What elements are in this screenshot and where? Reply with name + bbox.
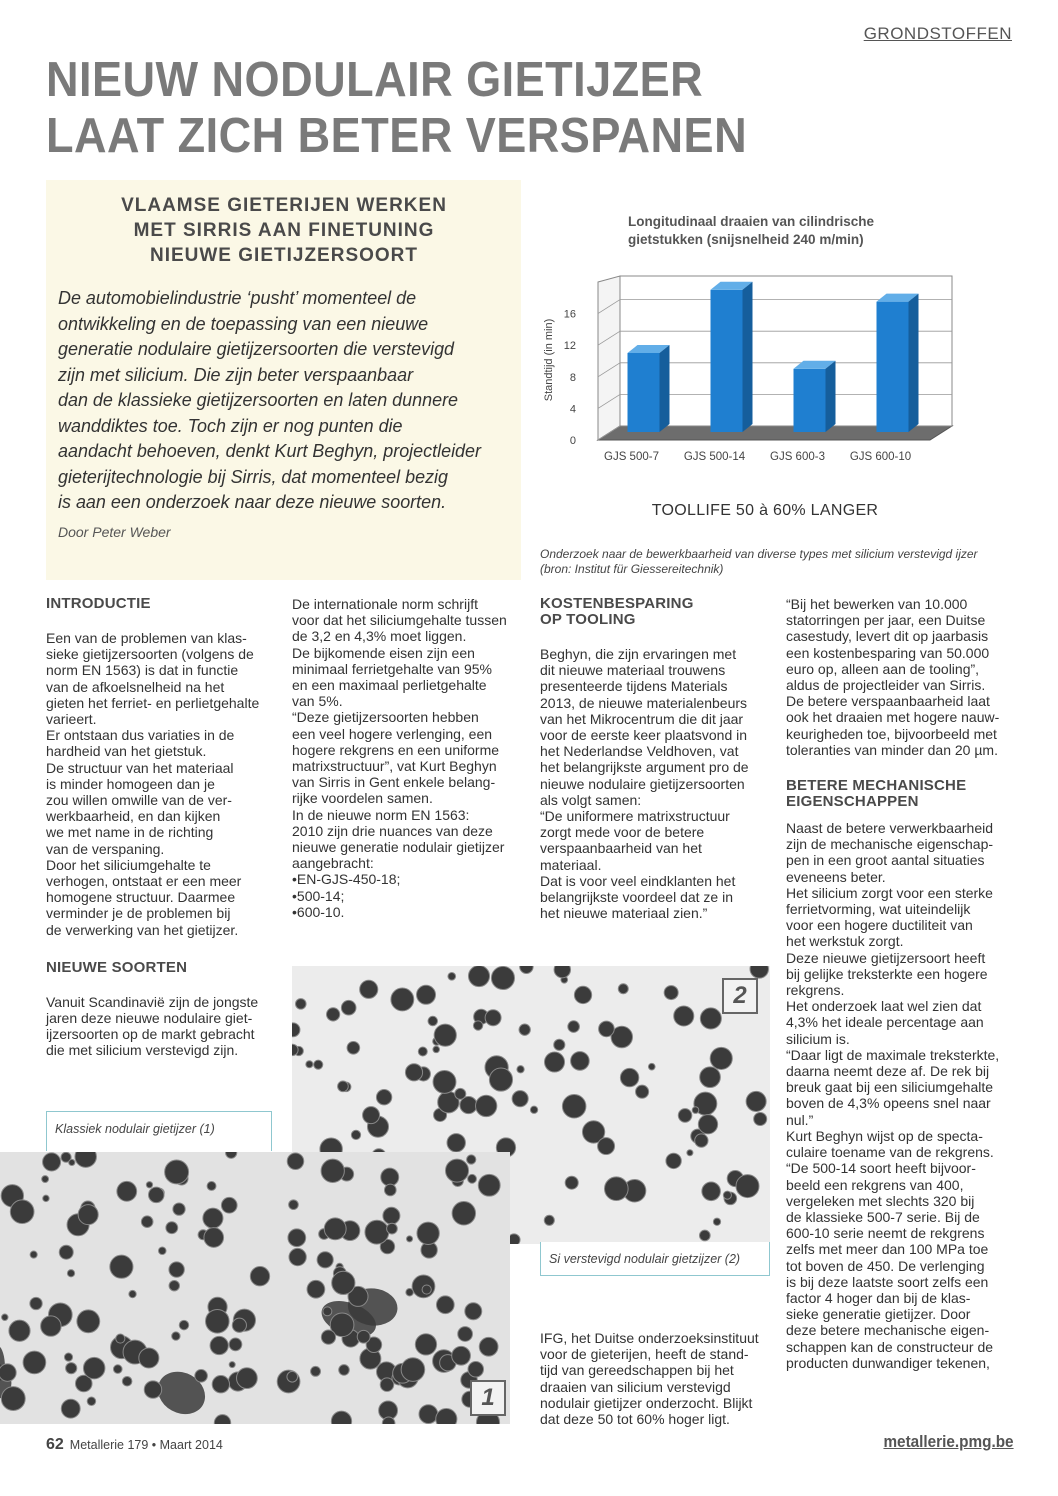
text-line: belangrijkste voordeel dat ze in [540,889,734,906]
text-line: van het Mikrocentrum die dit jaar [540,710,744,727]
text-line: rekgrens. [786,982,845,999]
text-line: is bij deze laatste soort zelfs een [786,1273,989,1290]
lead-line: wanddiktes toe. Toch zijn er nog punten die [58,414,403,436]
text-line: •600-10. [292,903,345,920]
y-tick-label: 0 [569,435,576,447]
text-line: 2010 zijn drie nuances van deze [292,822,493,839]
kicker-line: NIEUWE GIETIJZERSOORT [149,245,419,266]
text-line: verspaanbaarheid van het [540,840,702,857]
text-line: een veel hogere verlenging, een [292,725,493,742]
caption-figure-1: Klassiek nodulair gietijzer (1) [46,1111,272,1151]
kostenbesparing-body [540,646,775,921]
text-line: voor dat het siliciumgehalte tussen [292,612,507,629]
text-line: De bijkomende eisen zijn een [292,644,475,661]
figure-number-badge-1: 1 [470,1380,506,1416]
text-line: In de nieuwe norm EN 1563: [292,806,470,823]
text-line: werkbaarheid, en dan kijken [46,808,221,825]
text-line: matrixstructuur”, vat Kurt Beghyn [292,758,497,775]
text-line: tot boven de 450. De verlenging [786,1257,985,1274]
text-line: Naast de betere verwerkbaarheid [786,820,994,837]
text-line: toleranties van minder dan 20 µm. [786,741,998,758]
text-line: ferrietvorming, wat uiteindelijk [786,901,971,918]
text-line: aangebracht: [292,855,374,872]
text-line: boven de 4,3% opeens snel naar [786,1095,991,1112]
text-line: statorringen per jaar, een Duitse [786,612,986,629]
y-tick-label: 16 [563,308,576,321]
heading-introductie: INTRODUCTIE [46,595,151,612]
text-line: eveneens beter. [786,868,886,885]
kicker-line: MET SIRRIS AAN FINETUNING [133,220,435,241]
text-line: de klassieke 500-7 serie. Bij de [786,1208,980,1225]
text-line: silicium is. [786,1030,850,1047]
lead-line: generatie nodulaire gietijzersoorten die verstevigd [58,338,455,359]
text-line: verhogen, ontstaat er een meer [46,873,242,890]
text-line: IFG, het Duitse onderzoeksinstituut [540,1330,759,1346]
text-line: die met silicium verstevigd zijn. [46,1042,239,1059]
page-number: 62 [46,1436,64,1453]
bar [711,290,743,432]
text-line: zijn de mechanische eigenschap- [786,836,994,853]
x-tick-label: GJS 500-7 [604,451,659,463]
lead-line: dan de klassieke gietijzersoorten en laten dunnere [58,389,459,410]
text-line: draaien van silicium verstevigd [540,1378,731,1395]
text-line: dat deze 50 tot 60% hoger ligt. [540,1411,730,1428]
text-line: van Sirris in Gent enkele belang- [292,774,496,791]
chart-side-wall [598,276,620,440]
text-line: 4,3% het ideale percentage aan [786,1014,984,1031]
chart-caption-line: Onderzoek naar de bewerkbaarheid van diverse types met silicium verstevigd ijzer [540,547,978,561]
lead-line: gieterijtechnologie bij Sirris, dat momenteel bezig [58,465,449,487]
text-line: varieert. [46,711,97,728]
text-line: zorgt mede voor de betere [540,824,705,841]
bar-side [743,282,753,432]
text-line: ijzersoorten op de markt gebracht [46,1026,255,1043]
text-line: “Daar ligt de maximale treksterkte, [786,1046,1000,1063]
column-2-body [292,596,527,920]
text-line: Er ontstaan dus variaties in de [46,727,235,744]
text-line: sieke generatie gietijzer. Door [786,1306,971,1323]
text-line: De structuur van het materiaal [46,759,234,776]
text-line: “Bij het bewerken van 10.000 [786,596,968,612]
heading-line: EIGENSCHAPPEN [786,793,919,811]
lead-line: zijn met silicium. Die zijn beter verspaanbaar [58,363,414,385]
text-line: Beghyn, die zijn ervaringen met [540,646,737,662]
chart-caption-line: (bron: Institut für Giessereitechnik) [540,562,724,576]
text-line: Een van de problemen van klas- [46,630,247,646]
y-tick-label: 8 [569,371,576,384]
text-line: Het silicium zorgt voor een sterke [786,884,993,901]
text-line: voor de eerste keer plaatsvond in [540,727,748,744]
text-line: van 5%. [292,693,343,710]
y-tick-label: 4 [569,403,576,416]
text-line: De betere verspaanbaarheid laat [786,693,990,710]
text-line: “Deze gietijzersoorten hebben [292,709,479,726]
text-line: als volgt samen: [540,791,642,808]
column-3 [540,596,775,921]
text-line: “De 500-14 soort heeft bijvoor- [786,1160,976,1177]
introductie-body [46,630,276,938]
text-line: Door het siliciumgehalte te [46,856,211,873]
text-line: factor 4 hoger dan bij de klas- [786,1289,971,1306]
text-line: gieten het ferriet- en perlietgehalte [46,694,260,711]
text-line: Het onderzoek laat wel zien dat [786,998,982,1015]
column-1 [46,596,276,1059]
section-label: GRONDSTOFFEN [863,24,1012,43]
chart-caption [540,547,1010,577]
kicker-line: VLAAMSE GIETERIJEN WERKEN [121,195,447,216]
text-line: norm EN 1563) is dat in functie [46,662,239,679]
lead-line: aandacht behoeven, denkt Kurt Beghyn, projectleider [58,440,481,461]
text-line: De internationale norm schrijft [292,596,478,612]
lead-line: ontwikkeling en de toepassing van een nieuwe [58,312,429,334]
text-line: keurigheden toe, bijvoorbeeld met [786,725,997,742]
byline: Door Peter Weber [58,524,171,540]
ifg-body [540,1330,775,1427]
bar [794,369,826,432]
text-line: Vanuit Scandinavië zijn de jongste [46,993,259,1010]
text-line: homogene structuur. Daarmee [46,889,236,906]
text-line: zelfs met meer dan 100 MPa toe [786,1241,989,1258]
text-line: hogere rekgrens en een uniforme [292,741,500,758]
y-axis-label: Standtijd (in min) [543,318,555,402]
text-line: voor de gieterijen, heeft de stand- [540,1346,749,1363]
intro-lead [58,285,499,515]
heading-kostenbesparing [540,596,775,628]
text-line: pen in een groot aantal situaties [786,852,985,869]
bar [628,353,660,432]
text-line: schappen kan de constructeur de [786,1338,994,1355]
issue-info: Metallerie 179 • Maart 2014 [69,1438,223,1452]
text-line: euro op, alleen aan de tooling”, [786,660,980,677]
text-line: voor een hogere ductiliteit van [786,917,973,934]
text-line: Deze nieuwe gietijzersoort heeft [786,949,986,966]
y-tick-label: 12 [563,340,576,353]
footer-website-link[interactable]: metallerie.pmg.be [883,1432,1014,1451]
bar [877,302,909,432]
figure-number-badge-2: 2 [722,978,758,1014]
text-line: 2013, de nieuwe materialenbeurs [540,694,748,711]
text-line: jaren deze nieuwe nodulaire giet- [46,1010,253,1027]
lead-line: De automobielindustrie ‘pusht’ momenteel de [58,287,417,308]
micrograph-1-image [0,1152,510,1424]
text-line: nieuwe nodulaire gietijzersoorten [540,775,745,792]
text-line: 600-10 serie neemt de rekgrens [786,1225,985,1242]
text-line: daarna neemt deze af. De rek bij [786,1063,990,1080]
text-line: breuk gaat bij een siliciumgehalte [786,1079,994,1096]
bar-side [826,361,836,432]
x-tick-label: GJS 600-10 [849,451,912,463]
nieuwe-soorten-body [46,994,276,1059]
article-headline [46,52,929,164]
text-line: het nieuwe materiaal zien.” [540,905,708,922]
text-line: casestudy, levert dit op jaarbasis [786,628,989,645]
text-line: minimaal ferrietgehalte van 95% [292,660,492,677]
text-line: nodulair gietijzer onderzocht. Blijkt [540,1394,753,1411]
text-line: de 3,2 en 4,3% moet liggen. [292,628,467,645]
column-4-body-2 [786,820,1018,1371]
bar-chart [530,240,1010,490]
chart-subtitle: TOOLLIFE 50 à 60% LANGER [651,502,879,519]
micrograph-1 [0,1152,510,1424]
headline-line-1: NIEUW NODULAIR GIETIJZER [46,53,704,107]
text-line: verminder je de problemen bij [46,905,231,922]
text-line: “De uniformere matrixstructuur [540,808,730,825]
text-line: we met name in de richting [46,824,214,841]
text-line: het werkstuk zorgt. [786,933,904,950]
heading-nieuwe-soorten: NIEUWE SOORTEN [46,958,188,976]
text-line: zou willen omwille van de ver- [46,792,232,809]
text-line: •500-14; [292,887,345,904]
text-line: sieke gietijzersoorten (volgens de [46,646,254,663]
text-line: is minder homogeen dan je [46,775,215,792]
heading-line: BETERE MECHANISCHE [786,777,967,795]
bar-side [660,345,670,432]
text-line: het Nederlandse Veldhoven, vat [540,743,739,760]
text-line: beeld een rekgrens van 400, [786,1176,964,1193]
column-3-lower [540,1330,775,1427]
text-line: Dat is voor veel eindklanten het [540,872,736,889]
text-line: een kostenbesparing van 50.000 [786,644,990,661]
text-line: hardheid van het gietstuk. [46,743,207,760]
text-line: bij gelijke treksterkte een hogere [786,965,988,982]
text-line: van de verspaning. [46,840,165,857]
text-line: de verwerking van het gietijzer. [46,921,239,938]
text-line: van de afkoelsnelheid na het [46,678,225,695]
heading-line: OP TOOLING [540,611,636,628]
column-4-body-1 [786,596,1018,758]
text-line: vergeleken met slechts 320 bij [786,1192,975,1209]
text-line: Kurt Beghyn wijst op de specta- [786,1127,983,1144]
column-4 [786,596,1018,1371]
text-line: deze betere mechanische eigen- [786,1322,990,1339]
caption-figure-2: Si verstevigd nodulair gietzijzer (2) [540,1242,770,1276]
text-line: producten dunwandiger tekenen, [786,1354,990,1371]
text-line: ook het draaien met hogere nauw- [786,709,1000,726]
column-2 [292,596,527,920]
intro-kicker [60,193,508,268]
text-line: dit nieuwe materiaal trouwens [540,662,726,679]
x-tick-label: GJS 600-3 [770,451,825,463]
heading-line: KOSTENBESPARING [540,595,694,612]
text-line: presenteerde tijdens Materials [540,678,728,695]
text-line: het belangrijkste argument pro de [540,759,749,776]
heading-mechanische-eigenschappen [786,778,1018,810]
text-line: nul.” [786,1111,814,1128]
text-line: nieuwe generatie nodulair gietijzer [292,839,505,856]
text-line: materiaal. [540,856,602,873]
lead-line: is aan een onderzoek naar deze nieuwe soorten. [58,491,447,512]
bar-side [909,294,919,432]
footer-issue [46,1436,223,1454]
text-line: rijke voordelen samen. [292,790,433,807]
chart-title-line: gietstukken (snijsnelheid 240 m/min) [628,232,864,247]
text-line: aldus de projectleider van Sirris. [786,677,986,694]
text-line: •EN-GJS-450-18; [292,871,401,888]
text-line: culaire toename van de rekgrens. [786,1144,994,1161]
x-tick-label: GJS 500-14 [683,451,746,463]
text-line: tijd van gereedschappen bij het [540,1362,734,1379]
text-line: en een maximaal perlietgehalte [292,677,487,694]
headline-line-2: LAAT ZICH BETER VERSPANEN [46,109,748,163]
chart-title-line: Longitudinaal draaien van cilindrische [628,214,875,229]
